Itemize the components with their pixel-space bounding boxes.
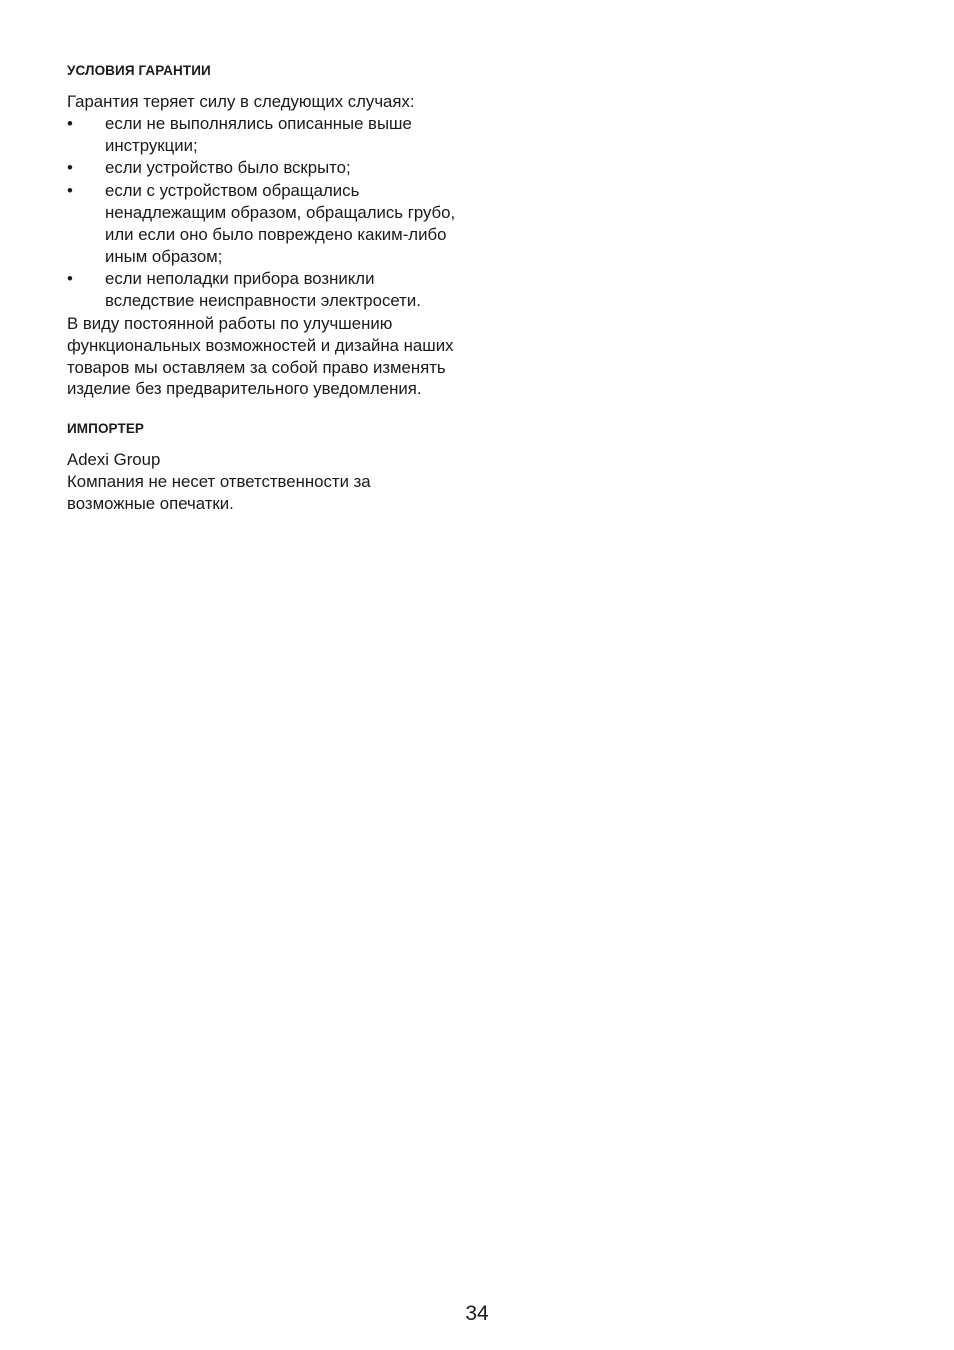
warranty-section: [67, 62, 459, 400]
bullet-icon: •: [67, 181, 73, 201]
list-item-text: если с устройством обращались ненадлежащим образом, обращались грубо, или если оно было повреждено каким-либо иным образом;: [105, 181, 456, 266]
warranty-heading: УСЛОВИЯ ГАРАНТИИ: [67, 63, 211, 78]
warranty-closing-paragraph: В виду постоянной работы по улучшению функциональных возможностей и дизайна наших товаров мы оставляем за собой право изменять изделие без предварительного уведомления.: [67, 313, 454, 399]
text-column: [67, 62, 459, 515]
bullet-icon: •: [67, 158, 73, 178]
list-item-text: если не выполнялись описанные выше инструкции;: [105, 113, 412, 155]
list-item: [67, 157, 459, 179]
list-item-text: если устройство было вскрыто;: [105, 158, 351, 178]
list-item-text: если неполадки прибора возникли вследствие неисправности электросети.: [105, 269, 421, 311]
bullet-icon: •: [67, 269, 73, 289]
importer-heading: ИМПОРТЕР: [67, 421, 145, 437]
list-item: [67, 268, 459, 312]
bullet-icon: •: [67, 113, 73, 133]
importer-section: [67, 420, 459, 514]
importer-disclaimer: Компания не несет ответственности за возможные опечатки.: [67, 471, 371, 513]
list-item: [67, 180, 459, 267]
importer-company: Adexi Group: [67, 450, 161, 470]
page-number: 34: [465, 1302, 489, 1325]
warranty-conditions-list: [67, 113, 459, 312]
list-item: [67, 113, 459, 157]
warranty-intro: Гарантия теряет силу в следующих случаях:: [67, 92, 415, 111]
